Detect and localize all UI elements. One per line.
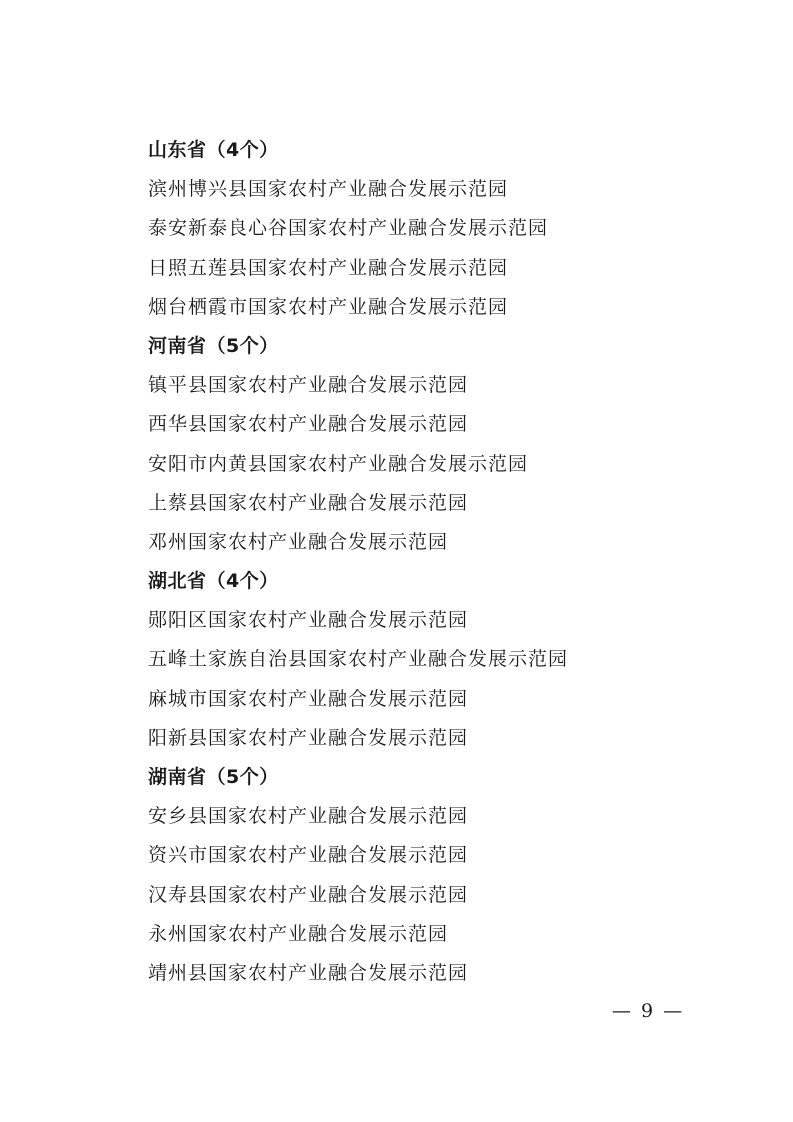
- list-item: 镇平县国家农村产业融合发展示范园: [148, 374, 469, 397]
- list-item: 泰安新泰良心谷国家农村产业融合发展示范园: [148, 217, 549, 240]
- province-heading: 河南省（5个）: [148, 334, 279, 357]
- list-item: 五峰土家族自治县国家农村产业融合发展示范园: [148, 648, 569, 671]
- province-heading: 湖北省（4个）: [148, 570, 279, 593]
- province-section-hunan: [148, 758, 708, 993]
- province-heading: 山东省（4个）: [148, 139, 279, 161]
- province-section-hubei: [148, 562, 708, 758]
- list-item: 日照五莲县国家农村产业融合发展示范园: [148, 256, 509, 279]
- list-item: 靖州县国家农村产业融合发展示范园: [148, 961, 469, 984]
- list-item: 烟台栖霞市国家农村产业融合发展示范园: [148, 295, 509, 318]
- list-item: 郧阳区国家农村产业融合发展示范园: [148, 609, 469, 632]
- page-number: — 9 —: [612, 1000, 685, 1022]
- list-item: 上蔡县国家农村产业融合发展示范园: [148, 491, 469, 514]
- list-item: 安乡县国家农村产业融合发展示范园: [148, 805, 469, 828]
- list-item: 安阳市内黄县国家农村产业融合发展示范园: [148, 452, 529, 475]
- list-item: 汉寿县国家农村产业融合发展示范园: [148, 883, 469, 906]
- document-body: [148, 131, 708, 993]
- list-item: 西华县国家农村产业融合发展示范园: [148, 413, 469, 436]
- list-item: 邓州国家农村产业融合发展示范园: [148, 530, 449, 553]
- list-item: 滨州博兴县国家农村产业融合发展示范园: [148, 178, 509, 201]
- list-item: 资兴市国家农村产业融合发展示范园: [148, 844, 469, 867]
- province-heading: 湖南省（5个）: [148, 766, 279, 788]
- list-item: 阳新县国家农村产业融合发展示范园: [148, 726, 469, 749]
- province-section-shandong: [148, 131, 708, 327]
- list-item: 麻城市国家农村产业融合发展示范园: [148, 687, 469, 710]
- province-section-henan: [148, 327, 708, 562]
- list-item: 永州国家农村产业融合发展示范园: [148, 922, 449, 945]
